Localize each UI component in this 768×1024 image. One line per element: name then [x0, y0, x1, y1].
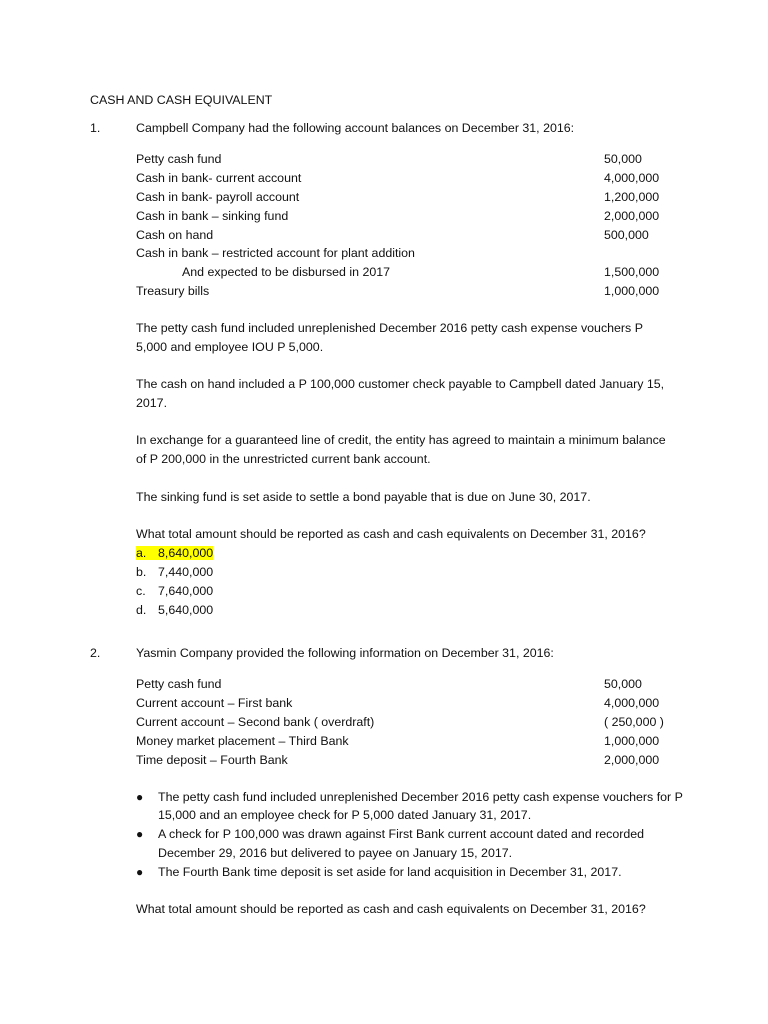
- balance-row: [136, 225, 694, 244]
- balance-row: [136, 206, 694, 225]
- balance-value: 1,000,000: [604, 283, 660, 298]
- balance-value: 1,000,000: [604, 733, 660, 748]
- balance-label: Current account – First bank: [136, 696, 293, 711]
- balance-value: 2,000,000: [604, 208, 660, 223]
- question-1-notes: [136, 319, 676, 506]
- bullet-icon: ●: [136, 789, 144, 804]
- balance-value: 4,000,000: [604, 171, 660, 186]
- question-2-intro: Yasmin Company provided the following information on December 31, 2016:: [136, 646, 554, 660]
- balance-label: Petty cash fund: [136, 677, 222, 692]
- balance-label: Treasury bills: [136, 283, 210, 298]
- question-2-number: 2.: [90, 646, 101, 660]
- balance-label: Money market placement – Third Bank: [136, 733, 349, 748]
- answer-option-c: [136, 581, 690, 600]
- balance-label: Cash in bank- current account: [136, 171, 302, 186]
- balance-value: ( 250,000 ): [604, 714, 664, 729]
- balance-row: [136, 675, 694, 694]
- balance-label: Cash on hand: [136, 227, 214, 242]
- balance-row: [136, 263, 694, 282]
- bullet-item: [136, 788, 696, 826]
- balance-label: Cash in bank- payroll account: [136, 189, 300, 204]
- option-letter: b.: [136, 564, 147, 579]
- balance-value: 50,000: [604, 152, 642, 167]
- note-paragraph: In exchange for a guaranteed line of credit, the entity has agreed to maintain a minimum balance of P 200,000 in the unrestricted current bank account.: [136, 433, 666, 467]
- note-paragraph: The sinking fund is set aside to settle a bond payable that is due on June 30, 2017.: [136, 489, 591, 504]
- balance-label: Cash in bank – restricted account for plant addition: [136, 246, 415, 261]
- bullet-icon: ●: [136, 827, 144, 842]
- balance-value: 1,500,000: [604, 265, 660, 280]
- bullet-icon: ●: [136, 864, 144, 879]
- note-paragraph: The petty cash fund included unreplenished December 2016 petty cash expense vouchers P 5,000 and employee IOU P 5,000.: [136, 320, 643, 354]
- question-1-header: [90, 121, 690, 135]
- balance-value: 50,000: [604, 677, 642, 692]
- bullet-text: A check for P 100,000 was drawn against First Bank current account dated and recorded December 29, 2016 but delivered to payee on January 15, 2017.: [158, 827, 645, 860]
- question-1-intro: Campbell Company had the following account balances on December 31, 2016:: [136, 121, 575, 135]
- highlighted-answer: [136, 546, 213, 560]
- bullet-text: The petty cash fund included unreplenished December 2016 petty cash expense vouchers for P 15,000 and an employee check for P 5,000 dated January 31, 2017.: [158, 789, 683, 823]
- balance-row: [136, 169, 694, 188]
- balance-row: [136, 694, 694, 713]
- option-value: 7,440,000: [158, 564, 214, 579]
- bullet-item: [136, 825, 696, 863]
- question-2-prompt: What total amount should be reported as cash and cash equivalents on December 31, 2016?: [136, 902, 646, 917]
- question-1-balances: [136, 150, 694, 300]
- balance-value: 500,000: [604, 227, 649, 242]
- question-1-number: 1.: [90, 121, 101, 135]
- balance-row: [136, 750, 694, 769]
- document-heading: CASH AND CASH EQUIVALENT: [90, 93, 273, 107]
- balance-value: 2,000,000: [604, 752, 660, 767]
- balance-row: [136, 282, 694, 301]
- answer-option-b: [136, 563, 690, 582]
- answer-option-a: [136, 544, 690, 563]
- balance-value: 1,200,000: [604, 189, 660, 204]
- balance-value: 4,000,000: [604, 696, 660, 711]
- bullet-item: [136, 863, 696, 882]
- question-1-options: [136, 544, 690, 619]
- option-value: 8,640,000: [158, 546, 214, 561]
- balance-label: Cash in bank – sinking fund: [136, 208, 289, 223]
- bullet-text: The Fourth Bank time deposit is set aside for land acquisition in December 31, 2017.: [158, 864, 622, 879]
- answer-option-d: [136, 600, 690, 619]
- question-2-header: [90, 646, 690, 660]
- option-letter: a.: [136, 546, 147, 561]
- option-letter: c.: [136, 583, 146, 598]
- question-1-prompt: What total amount should be reported as cash and cash equivalents on December 31, 2016?: [136, 526, 646, 541]
- option-letter: d.: [136, 602, 147, 617]
- question-2-balances: [136, 675, 694, 769]
- question-2-bullets: [136, 788, 696, 882]
- question-1: [90, 121, 690, 619]
- balance-row: [136, 244, 694, 263]
- balance-row: [136, 150, 694, 169]
- option-value: 7,640,000: [158, 583, 214, 598]
- note-paragraph: The cash on hand included a P 100,000 customer check payable to Campbell dated January 15, 2017.: [136, 377, 665, 410]
- option-value: 5,640,000: [158, 602, 214, 617]
- balance-row: [136, 188, 694, 207]
- question-2: [90, 646, 690, 919]
- balance-label: And expected to be disbursed in 2017: [182, 265, 391, 280]
- balance-label: Time deposit – Fourth Bank: [136, 752, 288, 767]
- balance-label: Current account – Second bank ( overdraft): [136, 714, 375, 729]
- balance-label: Petty cash fund: [136, 152, 222, 167]
- balance-row: [136, 713, 694, 732]
- balance-row: [136, 731, 694, 750]
